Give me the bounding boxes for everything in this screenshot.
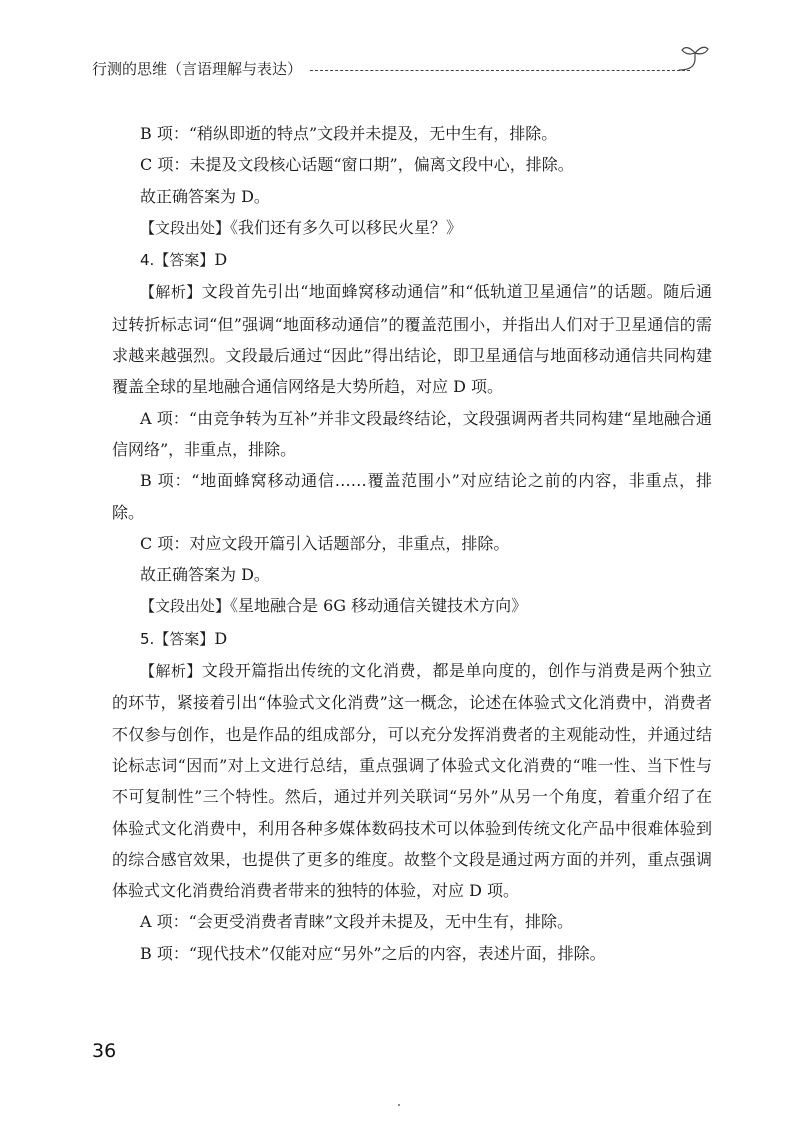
header-title: 行测的思维（言语理解与表达）	[92, 60, 303, 78]
question-4-analysis: 【解析】文段首先引出“地面蜂窝移动通信”和“低轨道卫星通信”的话题。随后通过转折标志词“但”强调“地面移动通信”的覆盖范围小，并指出人们对于卫星通信的需求越来越强烈。文段最后通过“因此”得出结论，即卫星通信与地面移动通信共同构建覆盖全球的星地融合通信网络是大势所趋，对应 D 项。	[112, 282, 712, 397]
header-dashed-rule	[310, 70, 690, 71]
option-b-explanation: B 项：“稍纵即逝的特点”文段并未提及，无中生有，排除。	[140, 124, 558, 143]
answer-label: 5.【答案】	[140, 629, 215, 648]
correct-answer-line: 故正确答案为 D。	[140, 186, 270, 206]
source-label: 【文段出处】	[140, 218, 231, 237]
running-header	[92, 55, 712, 85]
correct-answer-line: 故正确答案为 D。	[140, 565, 270, 585]
option-b-explanation: B 项：“现代技术”仅能对应“另外”之后的内容，表述片面，排除。	[140, 943, 606, 963]
question-5-answer: 5.【答案】D	[140, 628, 228, 648]
question-4-answer: 4.【答案】D	[140, 250, 228, 270]
option-c-explanation: C 项：未提及文段核心话题“窗口期”，偏离文段中心，排除。	[140, 155, 574, 175]
answer-explanations	[112, 118, 712, 969]
analysis-label: 【解析】	[140, 662, 202, 681]
question-5-analysis: 【解析】文段开篇指出传统的文化消费，都是单向度的，创作与消费是两个独立的环节，紧接着引出“体验式文化消费”这一概念，论述在体验式文化消费中，消费者不仅参与创作，也是作品的组成部分，可以充分发挥消费者的主观能动性，并通过结论标志词“因而”对上文进行总结，重点强调了体验式文化消费的“唯一性、当下性与不可复制性”三个特性。然后，通过并列关联词“另外”从另一个角度，着重介绍了在体验式文化消费中，利用各种多媒体数码技术可以体验到传统文化产品中很难体验到的综合感官效果，也提供了更多的维度。故整个文段是通过两方面的并列，重点强调体验式文化消费给消费者带来的独特的体验，对应 D 项。	[112, 661, 712, 901]
option-b-explanation: B 项：“地面蜂窝移动通信……覆盖范围小”对应结论之前的内容，非重点，排除。	[112, 471, 712, 522]
analysis-label: 【解析】	[140, 283, 202, 302]
source-line: 【文段出处】《我们还有多久可以移民火星？》	[140, 217, 463, 237]
source-line: 【文段出处】《星地融合是 6G 移动通信关键技术方向》	[140, 596, 528, 616]
option-a-explanation: A 项：“会更受消费者青睐”文段并未提及，无中生有，排除。	[140, 912, 574, 932]
scan-speck	[398, 1104, 400, 1106]
option-c-explanation: C 项：对应文段开篇引入话题部分，非重点，排除。	[140, 533, 510, 553]
page-number: 36	[92, 1040, 117, 1062]
answer-label: 4.【答案】	[140, 251, 215, 270]
sprout-icon	[677, 41, 713, 75]
source-label: 【文段出处】	[140, 597, 231, 616]
option-a-explanation: A 项：“由竞争转为互补”并非文段最终结论，文段强调两者共同构建“星地融合通信网络”，非重点，排除。	[112, 408, 712, 459]
